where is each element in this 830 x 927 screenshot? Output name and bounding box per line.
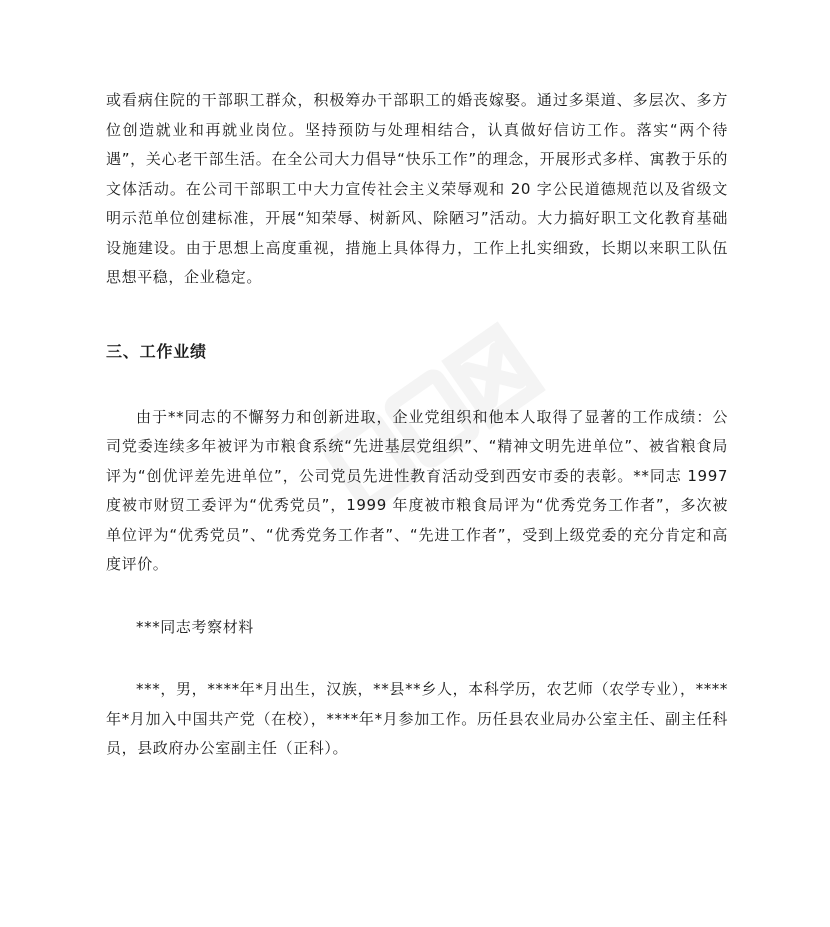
document-body xyxy=(106,86,728,764)
subtitle-inspection-material: ***同志考察材料 xyxy=(136,617,254,636)
section-heading-work-achievements: 三、工作业绩 xyxy=(106,341,207,361)
paragraph-achievements: 由于**同志的不懈努力和创新进取，企业党组织和他本人取得了显著的工作成绩：公司党委连续多年被评为市粮食系统“先进基层党组织”、“精神文明先进单位”、被省粮食局评为“创优评差先进单位”，公司党员先进性教育活动受到西安市委的表彰。**同志 1997 度被市财贸工委评为“优秀党员”，1999 年度被市粮食局评为“优秀党务工作者”，多次被单位评为“优秀党员”、“优秀党务工作者”、“先进工作者”，受到上级党委的充分肯定和高度评价。 xyxy=(106,407,729,573)
paragraph-profile: ***，男，****年*月出生，汉族，**县**乡人，本科学历，农艺师（农学专业），****年*月加入中国共产党（在校），****年*月参加工作。历任县农业局办公室主任、副主任科员，县政府办公室副主任（正科）。 xyxy=(106,680,728,757)
paragraph-continued: 或看病住院的干部职工群众，积极筹办干部职工的婚丧嫁娶。通过多渠道、多层次、多方位创造就业和再就业岗位。坚持预防与处理相结合，认真做好信访工作。落实“两个待遇”，关心老干部生活。在全公司大力倡导“快乐工作”的理念，开展形式多样、寓教于乐的文体活动。在公司干部职工中大力宣传社会主义荣辱观和 20 字公民道德规范以及省级文明示范单位创建标准，开展“知荣辱、树新风、除陋习”活动。大力搞好职工文化教育基础设施建设。由于思想上高度重视，措施上具体得力，工作上扎实细致，长期以来职工队伍思想平稳，企业稳定。 xyxy=(106,91,728,286)
